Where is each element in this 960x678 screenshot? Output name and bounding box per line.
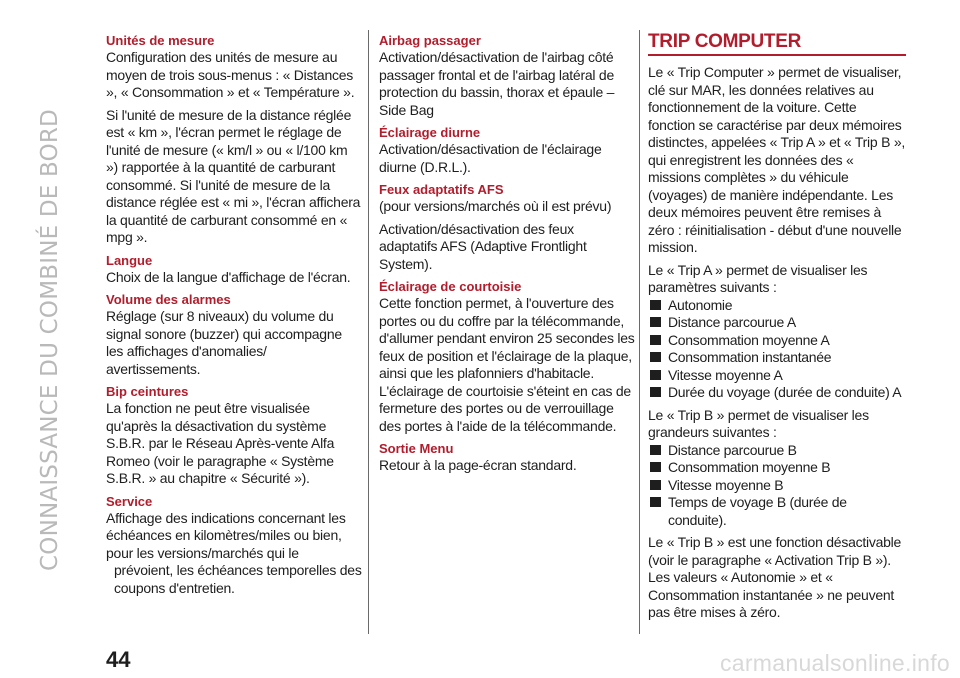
square-bullet-icon	[650, 370, 661, 380]
section-heading: Langue	[106, 252, 153, 268]
paragraph: Réglage (sur 8 niveaux) du volume du signal sonore (buzzer) qui accompagne les affichages d'anomalies/ avertissements.	[106, 308, 342, 377]
paragraph: Activation/désactivation des feux adaptatifs AFS (Adaptive Frontlight System).	[379, 220, 587, 272]
paragraph: Affichage des indications concernant les échéances en kilomètres/miles ou bien, pour les versions/marchés qui le	[106, 509, 346, 561]
paragraph: Activation/désactivation de l'éclairage diurne (D.R.L.).	[379, 141, 602, 175]
paragraph: Configuration des unités de mesure au moyen de trois sous-menus : « Distances », « Consommation » et « Température ».	[106, 49, 355, 100]
paragraph: (pour versions/marchés où il est prévu)	[379, 198, 612, 214]
column-left	[106, 32, 362, 602]
section-heading: Feux adaptatifs AFS	[379, 182, 504, 197]
list-item: Durée du voyage (durée de conduite) A	[648, 384, 906, 402]
column-divider	[639, 30, 640, 634]
paragraph: Si l'unité de mesure de la distance réglée est « km », l'écran permet le réglage de l'unité de mesure (« km/l » ou « l/100 km ») rapportée à la quantité de carburant consommé. Si l'unité de mesure de la distance réglée est « mi », l'écran affichera la quantité de carburant consommé en « mpg ».	[106, 106, 361, 245]
section-heading: Service	[106, 493, 153, 509]
list-item: Distance parcourue A	[648, 314, 906, 332]
list-item: Vitesse moyenne B	[648, 477, 906, 495]
paragraph: Cette fonction permet, à l'ouverture des portes ou du coffre par la télécommande, d'allumer pendant environ 25 secondes les feux de position et l'éclairage de la plaque, ainsi que les plafonniers d'habitacle. L'éclairage de courtoisie s'éteint en cas de fermeture des portes ou de verrouillage des portes à l'aide de la télécommande.	[379, 295, 635, 434]
section-heading: Éclairage de courtoisie	[379, 279, 522, 294]
paragraph: Le « Trip B » permet de visualiser les grandeurs suivantes :	[648, 406, 869, 440]
square-bullet-icon	[650, 317, 661, 327]
page-number: 44	[106, 647, 131, 672]
section-heading: Bip ceintures	[106, 384, 189, 399]
square-bullet-icon	[650, 335, 661, 345]
list-item: Vitesse moyenne A	[648, 367, 906, 385]
paragraph: Le « Trip A » permet de visualiser les paramètres suivants :	[648, 261, 868, 295]
list-item: Consommation instantanée	[648, 349, 906, 367]
watermark: carmanualsonline.info	[719, 650, 950, 676]
section-heading: Airbag passager	[379, 33, 481, 48]
column-divider	[368, 30, 369, 634]
paragraph: Retour à la page-écran standard.	[379, 457, 577, 473]
section-heading: Sortie Menu	[379, 441, 454, 456]
square-bullet-icon	[650, 497, 661, 507]
square-bullet-icon	[650, 387, 661, 397]
paragraph: Le « Trip B » est une fonction désactivable (voir le paragraphe « Activation Trip B »). Les valeurs « Autonomie » et « Consommation instantanée » ne peuvent pas être mises à zéro.	[648, 534, 902, 620]
paragraph: Activation/désactivation de l'airbag côté passager frontal et de l'airbag latéral de protection du bassin, thorax et épaule – Side Bag	[379, 49, 615, 118]
trip-computer-heading: TRIP COMPUTER	[648, 31, 802, 52]
section-heading: Éclairage diurne	[379, 125, 481, 140]
side-chapter-title: CONNAISSANCE DU COMBINÉ DE BORD	[37, 109, 63, 571]
heading-underline	[648, 54, 906, 56]
column-right	[648, 32, 906, 627]
list-item: Consommation moyenne A	[648, 332, 906, 350]
paragraph: Choix de la langue d'affichage de l'écran.	[106, 268, 351, 285]
section-heading: Unités de mesure	[106, 33, 215, 48]
square-bullet-icon	[650, 445, 661, 455]
trip-a-list	[648, 297, 906, 402]
paragraph: prévoient, les échéances temporelles des coupons d'entretien.	[114, 562, 362, 596]
list-item: Consommation moyenne B	[648, 459, 906, 477]
column-middle	[379, 32, 635, 480]
square-bullet-icon	[650, 480, 661, 490]
list-item: Autonomie	[648, 297, 906, 315]
square-bullet-icon	[650, 352, 661, 362]
square-bullet-icon	[650, 300, 661, 310]
section-heading: Volume des alarmes	[106, 292, 231, 307]
paragraph: La fonction ne peut être visualisée qu'après la désactivation du système S.B.R. par le Réseau Après-vente Alfa Romeo (voir le paragraphe « Système S.B.R. » au chapitre « Sécurité »).	[106, 400, 335, 486]
trip-b-list	[648, 442, 906, 530]
paragraph: Le « Trip Computer » permet de visualiser, clé sur MAR, les données relatives au fonctionnement de la voiture. Cette fonction se caractérise par deux mémoires distinctes, appelées « Trip A » et « Trip B », qui enregistrent les données des « missions complètes » du véhicule (voyages) de manière indépendante. Les deux mémoires peuvent être remises à zéro : réinitialisation - début d'une nouvelle mission.	[648, 64, 905, 255]
list-item: Distance parcourue B	[648, 442, 906, 460]
square-bullet-icon	[650, 462, 661, 472]
list-item: Temps de voyage B (durée de conduite).	[648, 494, 906, 529]
